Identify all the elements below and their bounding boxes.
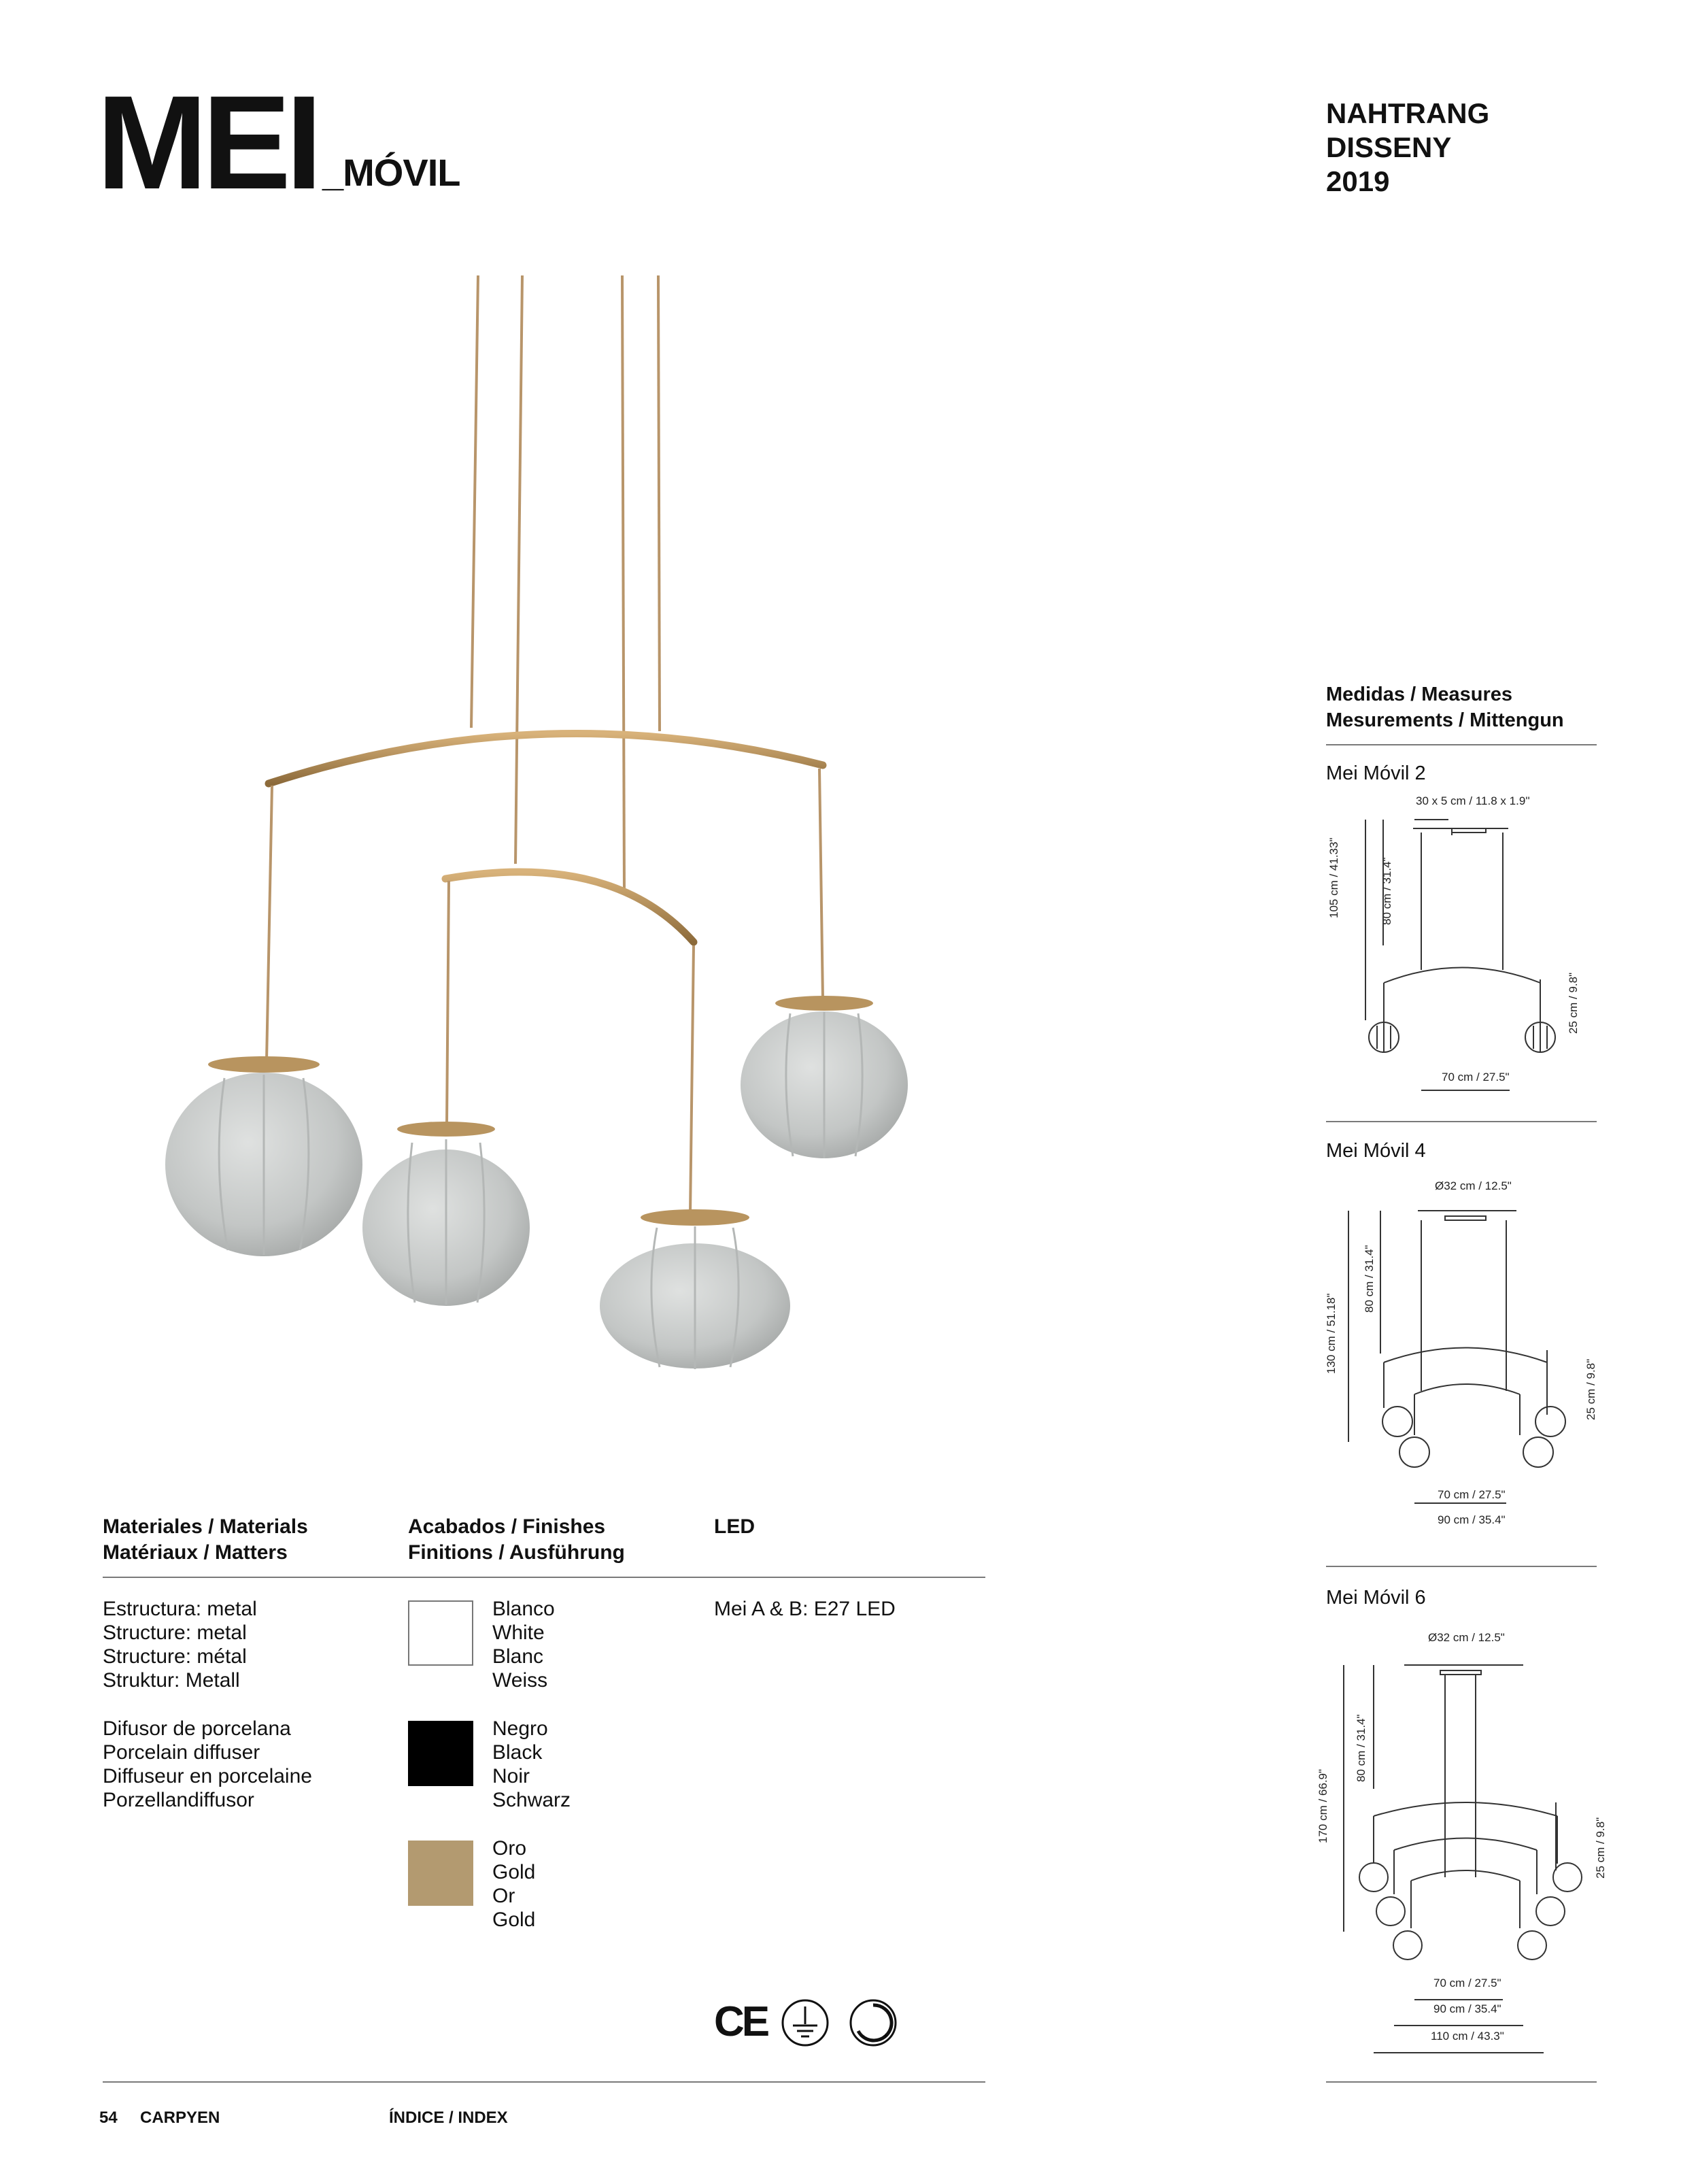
model-6-top-dim: Ø32 cm / 12.5": [1428, 1631, 1505, 1644]
dimmable-icon: [849, 1998, 898, 2047]
model-2-width-70: 70 cm / 27.5": [1442, 1071, 1510, 1083]
measures-heading: [1326, 682, 1564, 733]
diffuser-es: Difusor de porcelana: [103, 1717, 291, 1740]
index-link[interactable]: ÍNDICE / INDEX: [389, 2109, 508, 2127]
designer-year: 2019: [1326, 165, 1390, 197]
measures-heading-line2: Mesurements / Mittengun: [1326, 709, 1564, 731]
model-4-height-total: 130 cm / 51.18": [1325, 1293, 1338, 1374]
globe-left: [165, 1056, 362, 1256]
finish-label: Black: [492, 1741, 543, 1764]
product-subtitle: _MÓVIL: [322, 151, 460, 194]
finish-label: Gold: [492, 1861, 536, 1883]
divider: [1326, 1566, 1597, 1567]
model-2-height-total: 105 cm / 41.33": [1327, 837, 1340, 918]
model-title-movil-4: Mei Móvil 4: [1326, 1140, 1426, 1162]
model-6-width-90: 90 cm / 35.4": [1433, 2002, 1501, 2015]
model-2-height-cable: 80 cm / 31.4": [1380, 857, 1393, 925]
finish-swatch-gold: [408, 1841, 473, 1906]
globe-right: [741, 996, 908, 1158]
materials-heading: [103, 1514, 308, 1566]
globe-bottom: [600, 1209, 790, 1369]
model-title-movil-6: Mei Móvil 6: [1326, 1587, 1426, 1609]
svg-text:+: +: [883, 2032, 889, 2040]
materials-structure: [103, 1597, 257, 1692]
globe-middle: [362, 1122, 530, 1306]
finish-label: Gold: [492, 1909, 536, 1931]
materials-heading-line1: Materiales / Materials: [103, 1515, 308, 1538]
divider: [1326, 744, 1597, 745]
divider: [103, 1577, 985, 1578]
divider: [103, 2081, 985, 2083]
finish-label: Blanc: [492, 1645, 544, 1668]
finish-gold-labels: [492, 1836, 535, 1932]
materials-heading-line2: Matériaux / Matters: [103, 1541, 288, 1564]
designer-name-line2: DISSENY: [1326, 131, 1452, 163]
finish-label: White: [492, 1622, 545, 1644]
led-heading: LED: [714, 1515, 755, 1538]
model-2-height-lamp: 25 cm / 9.8": [1567, 972, 1580, 1034]
model-4-height-cable: 80 cm / 31.4": [1363, 1245, 1376, 1313]
structure-de: Struktur: Metall: [103, 1669, 240, 1692]
finish-label: Noir: [492, 1765, 530, 1787]
finish-label: Schwarz: [492, 1789, 571, 1811]
structure-fr: Structure: métal: [103, 1645, 247, 1668]
model-4-width-90: 90 cm / 35.4": [1438, 1513, 1506, 1526]
model-6-height-total: 170 cm / 66.9": [1317, 1768, 1329, 1843]
finish-label: Oro: [492, 1837, 527, 1860]
divider: [1326, 2081, 1597, 2083]
brand-name: CARPYEN: [140, 2109, 220, 2127]
finish-swatch-black: [408, 1721, 473, 1786]
product-globes: [0, 993, 911, 1374]
structure-es: Estructura: metal: [103, 1598, 257, 1620]
finish-swatch-white: [408, 1600, 473, 1666]
designer-block: [1326, 97, 1489, 199]
measures-heading-line1: Medidas / Measures: [1326, 684, 1512, 705]
svg-text:-: -: [862, 2032, 865, 2040]
finish-white-labels: [492, 1597, 555, 1692]
diffuser-de: Porzellandiffusor: [103, 1789, 254, 1811]
model-6-height-lamp: 25 cm / 9.8": [1594, 1817, 1607, 1879]
structure-en: Structure: metal: [103, 1622, 247, 1644]
model-2-top-dim: 30 x 5 cm / 11.8 x 1.9'': [1416, 794, 1530, 807]
finishes-heading-line2: Finitions / Ausführung: [408, 1541, 625, 1564]
led-spec: Mei A & B: E27 LED: [714, 1598, 896, 1620]
product-title: MEI: [97, 68, 318, 217]
materials-diffuser: [103, 1717, 312, 1812]
finish-label: Blanco: [492, 1598, 555, 1620]
model-4-height-lamp: 25 cm / 9.8": [1584, 1358, 1597, 1420]
finishes-heading-line1: Acabados / Finishes: [408, 1515, 606, 1538]
finish-black-labels: [492, 1717, 571, 1812]
model-4-width-70: 70 cm / 27.5": [1438, 1488, 1506, 1501]
divider: [1326, 1121, 1597, 1122]
page-number: 54: [99, 2109, 118, 2127]
finishes-heading: [408, 1514, 625, 1566]
diffuser-en: Porcelain diffuser: [103, 1741, 260, 1764]
ce-mark-icon: CE: [714, 1998, 768, 2045]
model-title-movil-2: Mei Móvil 2: [1326, 762, 1426, 784]
model-6-width-110: 110 cm / 43.3": [1431, 2030, 1504, 2043]
model-4-diagram: [1326, 1190, 1598, 1503]
designer-name-line1: NAHTRANG: [1326, 97, 1490, 129]
diffuser-fr: Diffuseur en porcelaine: [103, 1765, 312, 1787]
finish-label: Or: [492, 1885, 515, 1907]
model-6-diagram: [1326, 1646, 1612, 2068]
model-6-height-cable: 80 cm / 31.4": [1355, 1714, 1368, 1782]
finish-label: Weiss: [492, 1669, 548, 1692]
model-4-top-dim: Ø32 cm / 12.5": [1435, 1179, 1512, 1192]
earth-ground-icon: [781, 1998, 830, 2047]
model-6-width-70: 70 cm / 27.5": [1433, 1977, 1501, 1989]
finish-label: Negro: [492, 1717, 548, 1740]
model-2-diagram: [1326, 803, 1598, 1088]
